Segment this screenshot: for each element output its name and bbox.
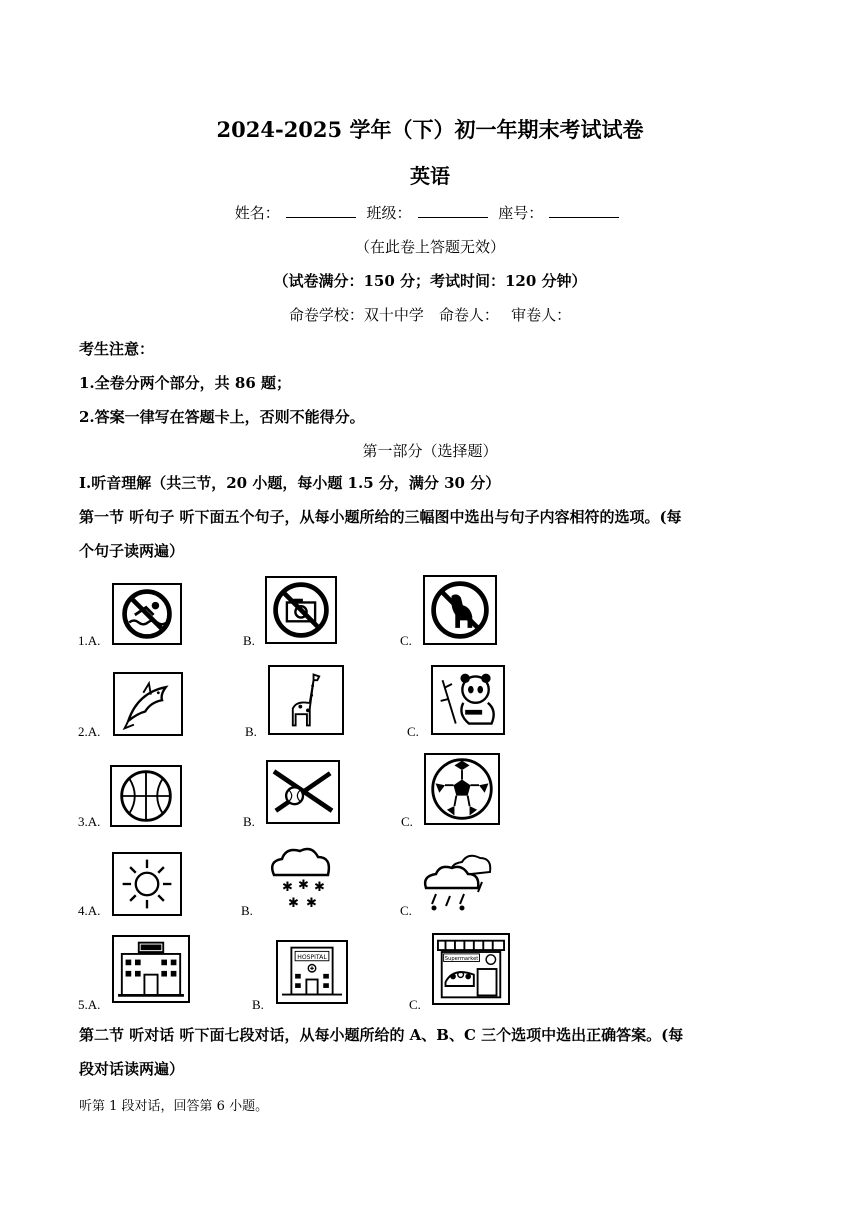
svg-text:✱: ✱ <box>298 878 309 893</box>
name-label: 姓名： <box>234 204 280 222</box>
hospital-sign: HOSPITAL <box>297 953 327 961</box>
q1-label-a: 1.A. <box>78 633 101 648</box>
library-icon <box>112 935 190 1003</box>
hospital-icon <box>276 940 348 1004</box>
no-photos-icon <box>265 576 337 644</box>
q3-label-a: 3.A. <box>78 814 101 829</box>
invalid-note: （在此卷上答题无效） <box>354 238 505 256</box>
giraffe-icon <box>268 665 344 735</box>
dialog1-instruction: 听第 1 段对话，回答第 6 小题。 <box>79 1099 269 1114</box>
svg-text:✱: ✱ <box>306 896 317 911</box>
q4-label-c: C. <box>400 903 412 918</box>
name-blank <box>286 203 356 218</box>
no-swimming-icon <box>112 583 182 645</box>
seat-blank <box>549 203 619 218</box>
basketball-icon <box>110 765 182 827</box>
rainy-icon <box>422 848 494 914</box>
panda-icon <box>431 665 505 735</box>
seat-label: 座号： <box>498 204 544 222</box>
exam-title: 2024-2025 学年（下）初一年期末考试试卷 <box>216 117 644 142</box>
svg-text:✱: ✱ <box>282 880 293 895</box>
q2-label-b: B. <box>245 724 257 739</box>
q3-label-b: B. <box>243 814 255 829</box>
score-time: （试卷满分：150 分；考试时间：120 分钟） <box>273 272 587 290</box>
student-info-line <box>0 202 860 223</box>
q4-label-b: B. <box>241 903 253 918</box>
q5-label-c: C. <box>409 997 421 1012</box>
class-blank <box>418 203 488 218</box>
q2-label-a: 2.A. <box>78 724 101 739</box>
q2-label-c: C. <box>407 724 419 739</box>
notice-item-2: 2.答案一律写在答题卡上，否则不能得分。 <box>79 408 365 426</box>
listening-heading: Ⅰ.听音理解（共三节，20 小题，每小题 1.5 分，满分 30 分） <box>79 474 501 492</box>
svg-text:✱: ✱ <box>314 880 325 895</box>
school-line: 命卷学校：双十中学 命卷人： 审卷人： <box>288 306 572 324</box>
sunny-icon <box>112 852 182 916</box>
soccer-ball-icon <box>424 753 500 825</box>
notice-heading: 考生注意： <box>79 340 155 358</box>
supermarket-sign: Supermarket <box>444 956 479 963</box>
q1-label-b: B. <box>243 633 255 648</box>
q3-label-c: C. <box>401 814 413 829</box>
svg-text:✱: ✱ <box>288 896 299 911</box>
section1-instruction: 第一节 听句子 听下面五个句子，从每小题所给的三幅图中选出与句子内容相符的选项。(每 <box>79 508 682 526</box>
no-dogs-icon <box>423 575 497 645</box>
part1-title: 第一部分（选择题） <box>362 442 498 460</box>
section2-instruction: 第二节 听对话 听下面七段对话，从每小题所给的 A、B、C 三个选项中选出正确答案。(每 <box>79 1026 684 1044</box>
notice-item-1: 1.全卷分两个部分，共 86 题； <box>79 374 291 392</box>
q5-label-a: 5.A. <box>78 997 101 1012</box>
class-label: 班级： <box>366 204 412 222</box>
section1-instruction-cont: 个句子读两遍） <box>79 542 185 560</box>
shark-icon <box>113 672 183 736</box>
q1-label-c: C. <box>400 633 412 648</box>
supermarket-icon <box>432 933 510 1005</box>
baseball-icon <box>266 760 340 824</box>
subject-title: 英语 <box>410 164 450 188</box>
snowy-icon <box>264 845 336 913</box>
q4-label-a: 4.A. <box>78 903 101 918</box>
q5-label-b: B. <box>252 997 264 1012</box>
section2-instruction-cont: 段对话读两遍） <box>79 1060 185 1078</box>
